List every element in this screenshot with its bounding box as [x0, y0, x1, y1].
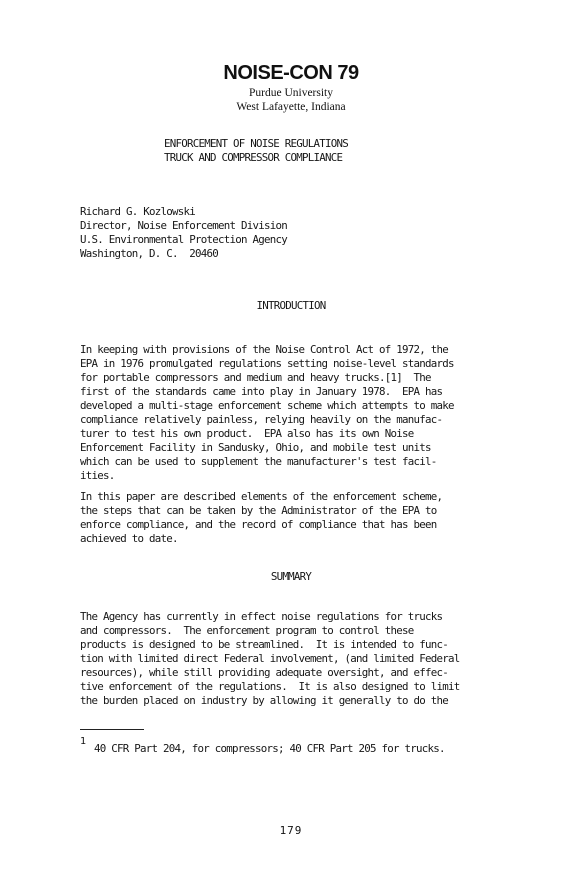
paragraph-line: first of the standards came into play in January 1978. EPA has — [80, 385, 443, 398]
paragraph-line: tion with limited direct Federal involvement, (and limited Federal — [80, 652, 460, 665]
university-name: Purdue University — [248, 87, 333, 99]
paragraph-line: ities. — [80, 469, 115, 482]
paragraph-line: Enforcement Facility in Sandusky, Ohio, and mobile test units — [80, 441, 431, 454]
footnote-divider — [80, 729, 144, 730]
introduction-heading: INTRODUCTION — [256, 299, 326, 312]
paragraph-line: products is designed to be streamlined. It is intended to func- — [80, 638, 449, 651]
paragraph-line: the burden placed on industry by allowing it generally to do the — [80, 694, 449, 707]
paragraph-line: In this paper are described elements of the enforcement scheme, — [80, 490, 443, 503]
author-name: Richard G. Kozlowski — [80, 205, 196, 218]
paragraph-line: which can be used to supplement the manufacturer's test facil- — [80, 455, 437, 468]
paper-title-line-2: TRUCK AND COMPRESSOR COMPLIANCE — [164, 151, 343, 164]
summary-heading: SUMMARY — [270, 570, 312, 583]
paragraph-line: developed a multi-stage enforcement scheme which attempts to make — [80, 399, 454, 412]
paragraph-line: and compressors. The enforcement program to control these — [80, 624, 414, 637]
author-organization: U.S. Environmental Protection Agency — [80, 233, 288, 246]
author-address: Washington, D. C. 20460 — [80, 247, 219, 260]
author-position: Director, Noise Enforcement Division — [80, 219, 288, 232]
paragraph-line: turer to test his own product. EPA also has its own Noise — [80, 427, 414, 440]
paragraph-line: the steps that can be taken by the Administrator of the EPA to — [80, 504, 437, 517]
paragraph-line: The Agency has currently in effect noise regulations for trucks — [80, 610, 443, 623]
university-location: West Lafayette, Indiana — [236, 101, 346, 113]
paragraph-line: achieved to date. — [80, 532, 178, 545]
paragraph-line: In keeping with provisions of the Noise Control Act of 1972, the — [80, 343, 449, 356]
paragraph-line: resources), while still providing adequate oversight, and effec- — [80, 666, 449, 679]
paragraph-line: tive enforcement of the regulations. It is also designed to limit — [80, 680, 460, 693]
footnote-text: 40 CFR Part 204, for compressors; 40 CFR Part 205 for trucks. — [94, 742, 445, 755]
page-number: 179 — [279, 824, 303, 837]
footnote-marker: 1 — [80, 736, 87, 747]
paper-title-line-1: ENFORCEMENT OF NOISE REGULATIONS — [164, 137, 349, 150]
paragraph-line: EPA in 1976 promulgated regulations setting noise-level standards — [80, 357, 454, 370]
paragraph-line: for portable compressors and medium and heavy trucks.[1] The — [80, 371, 431, 384]
paragraph-line: compliance relatively painless, relying heavily on the manufac- — [80, 413, 443, 426]
paragraph-line: enforce compliance, and the record of compliance that has been — [80, 518, 437, 531]
conference-title: NOISE-CON 79 — [223, 62, 359, 84]
